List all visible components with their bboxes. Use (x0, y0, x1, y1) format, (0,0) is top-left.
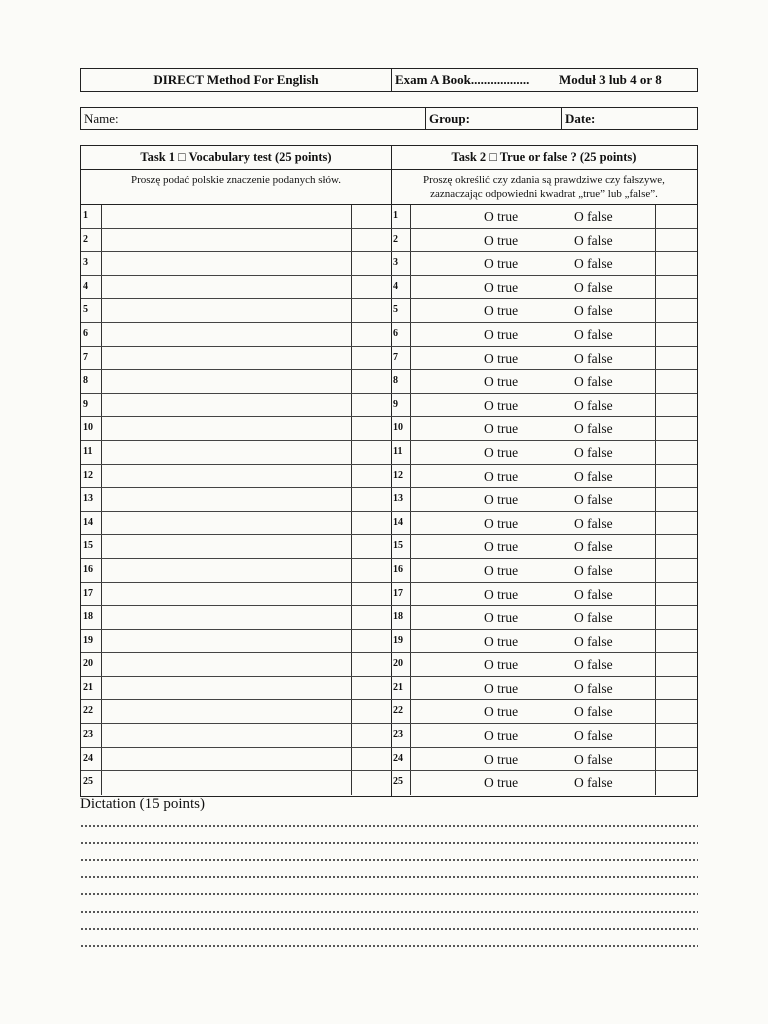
translation-answer-field[interactable] (102, 394, 350, 417)
translation-answer-field[interactable] (102, 347, 350, 370)
false-option[interactable]: O false (574, 751, 613, 767)
dictation-line[interactable] (80, 842, 698, 844)
dictation-line[interactable] (80, 859, 698, 861)
false-option[interactable]: O false (574, 515, 613, 531)
row-number: 2 (83, 233, 88, 245)
points-cell[interactable] (656, 229, 696, 252)
row-number: 3 (83, 257, 88, 269)
dictation-line[interactable] (80, 893, 698, 895)
true-option[interactable]: O true (484, 680, 519, 696)
row-number: 16 (83, 563, 93, 575)
table-row (81, 323, 391, 347)
date-field[interactable]: Date: (565, 111, 596, 126)
row-number: 25 (83, 776, 93, 788)
divider (410, 748, 411, 771)
row-number: 6 (393, 327, 398, 339)
table-row (391, 583, 697, 607)
dictation-line[interactable] (80, 928, 698, 930)
true-option[interactable]: O true (484, 586, 519, 602)
table-row (391, 677, 697, 701)
row-number: 21 (393, 681, 403, 693)
row-number: 13 (83, 493, 93, 505)
points-cell[interactable] (656, 323, 696, 346)
points-cell[interactable] (352, 205, 390, 228)
table-row (81, 205, 391, 229)
points-cell[interactable] (352, 677, 390, 700)
translation-answer-field[interactable] (102, 677, 350, 700)
task1-title: Task 1 □ Vocabulary test (25 points) (81, 146, 391, 170)
points-cell[interactable] (656, 465, 696, 488)
points-cell[interactable] (656, 252, 696, 275)
table-row (81, 488, 391, 512)
points-cell[interactable] (656, 606, 696, 629)
points-cell[interactable] (656, 771, 696, 795)
divider (410, 370, 411, 393)
dictation-line[interactable] (80, 911, 698, 913)
true-option[interactable]: O true (484, 775, 519, 791)
table-row (81, 583, 391, 607)
row-number: 17 (83, 587, 93, 599)
true-option[interactable]: O true (484, 633, 519, 649)
points-cell[interactable] (352, 630, 390, 653)
row-number: 10 (83, 422, 93, 434)
row-number: 1 (393, 210, 398, 221)
points-cell[interactable] (352, 771, 390, 795)
divider (410, 583, 411, 606)
divider (410, 465, 411, 488)
table-row (391, 559, 697, 583)
row-number: 24 (393, 752, 403, 764)
translation-answer-field[interactable] (102, 252, 350, 275)
table-row (81, 724, 391, 748)
true-option[interactable]: O true (484, 610, 519, 626)
table-row (391, 630, 697, 654)
true-option[interactable]: O true (484, 279, 519, 295)
false-option[interactable]: O false (574, 209, 613, 224)
points-cell[interactable] (656, 441, 696, 464)
points-cell[interactable] (656, 583, 696, 606)
row-number: 1 (83, 210, 88, 221)
true-option[interactable]: O true (484, 303, 519, 319)
false-option[interactable]: O false (574, 468, 613, 484)
table-row (391, 700, 697, 724)
row-number: 20 (83, 658, 93, 670)
false-option[interactable]: O false (574, 586, 613, 602)
row-number: 22 (393, 705, 403, 717)
task2-instruction-line1: Proszę określić czy zdania są prawdziwe czy fałszywe, (423, 174, 665, 186)
exam-header (80, 68, 698, 92)
table-row (391, 299, 697, 323)
divider (410, 653, 411, 676)
false-option[interactable]: O false (574, 633, 613, 649)
row-number: 17 (393, 587, 403, 599)
group-field[interactable]: Group: (429, 111, 470, 126)
divider (410, 630, 411, 653)
translation-answer-field[interactable] (102, 653, 350, 676)
divider (410, 488, 411, 511)
points-cell[interactable] (656, 559, 696, 582)
divider (410, 276, 411, 299)
row-number: 5 (393, 304, 398, 316)
table-row (81, 370, 391, 394)
dictation-line[interactable] (80, 825, 698, 827)
table-row (81, 229, 391, 253)
row-number: 4 (83, 280, 88, 292)
true-option[interactable]: O true (484, 515, 519, 531)
false-option[interactable]: O false (574, 492, 613, 508)
true-option[interactable]: O true (484, 657, 519, 673)
false-option[interactable]: O false (574, 610, 613, 626)
true-option[interactable]: O true (484, 397, 519, 413)
true-option[interactable]: O true (484, 421, 519, 437)
points-cell[interactable] (656, 394, 696, 417)
row-number: 19 (83, 634, 93, 646)
translation-answer-field[interactable] (102, 512, 350, 535)
true-option[interactable]: O true (484, 562, 519, 578)
divider (410, 205, 411, 228)
task2-column (391, 146, 697, 796)
true-option[interactable]: O true (484, 232, 519, 248)
false-option[interactable]: O false (574, 562, 613, 578)
task2-rows (391, 205, 697, 795)
points-cell[interactable] (352, 606, 390, 629)
points-cell[interactable] (352, 488, 390, 511)
row-number: 7 (393, 351, 398, 363)
table-row (391, 323, 697, 347)
translation-answer-field[interactable] (102, 370, 350, 393)
row-number: 24 (83, 752, 93, 764)
table-row (391, 370, 697, 394)
table-row (81, 559, 391, 583)
points-cell[interactable] (352, 700, 390, 723)
false-option[interactable]: O false (574, 775, 613, 791)
row-number: 13 (393, 493, 403, 505)
true-option[interactable]: O true (484, 350, 519, 366)
points-cell[interactable] (656, 299, 696, 322)
false-option[interactable]: O false (574, 704, 613, 720)
points-cell[interactable] (656, 205, 696, 228)
row-number: 18 (393, 611, 403, 623)
true-option[interactable]: O true (484, 468, 519, 484)
row-number: 22 (83, 705, 93, 717)
divider (410, 677, 411, 700)
false-option[interactable]: O false (574, 728, 613, 744)
table-row (391, 606, 697, 630)
table-row (81, 347, 391, 371)
points-cell[interactable] (352, 417, 390, 440)
table-row (81, 417, 391, 441)
row-number: 11 (83, 445, 93, 457)
divider (410, 559, 411, 582)
points-cell[interactable] (352, 653, 390, 676)
points-cell[interactable] (656, 488, 696, 511)
row-number: 23 (393, 729, 403, 741)
row-number: 15 (83, 540, 93, 552)
points-cell[interactable] (352, 748, 390, 771)
row-number: 3 (393, 257, 398, 269)
table-row (81, 771, 391, 795)
points-cell[interactable] (656, 677, 696, 700)
false-option[interactable]: O false (574, 303, 613, 319)
false-option[interactable]: O false (574, 374, 613, 390)
table-row (81, 276, 391, 300)
table-row (81, 748, 391, 772)
divider (410, 512, 411, 535)
points-cell[interactable] (352, 583, 390, 606)
row-number: 12 (393, 469, 403, 481)
true-option[interactable]: O true (484, 444, 519, 460)
table-row (81, 535, 391, 559)
divider (410, 771, 411, 795)
divider (410, 347, 411, 370)
points-cell[interactable] (656, 700, 696, 723)
points-cell[interactable] (352, 276, 390, 299)
false-option[interactable]: O false (574, 421, 613, 437)
table-row (81, 299, 391, 323)
table-row (391, 441, 697, 465)
row-number: 9 (393, 398, 398, 410)
divider (410, 229, 411, 252)
student-info-row (80, 107, 698, 130)
points-cell[interactable] (352, 394, 390, 417)
points-cell[interactable] (352, 252, 390, 275)
false-option[interactable]: O false (574, 444, 613, 460)
true-option[interactable]: O true (484, 704, 519, 720)
true-option[interactable]: O true (484, 492, 519, 508)
translation-answer-field[interactable] (102, 417, 350, 440)
divider (391, 69, 392, 91)
exam-book-label: Exam A Book.................. (395, 72, 530, 87)
table-row (391, 771, 697, 795)
divider (561, 108, 562, 129)
translation-answer-field[interactable] (102, 465, 350, 488)
row-number: 20 (393, 658, 403, 670)
points-cell[interactable] (352, 441, 390, 464)
false-option[interactable]: O false (574, 232, 613, 248)
table-row (81, 630, 391, 654)
table-row (391, 205, 697, 229)
row-number: 19 (393, 634, 403, 646)
true-option[interactable]: O true (484, 751, 519, 767)
table-row (81, 465, 391, 489)
points-cell[interactable] (352, 512, 390, 535)
points-cell[interactable] (352, 535, 390, 558)
task2-instruction-line2: zaznaczając odpowiedni kwadrat „true” lub „false”. (430, 188, 658, 200)
divider (410, 441, 411, 464)
true-option[interactable]: O true (484, 256, 519, 272)
translation-answer-field[interactable] (102, 583, 350, 606)
divider (410, 535, 411, 558)
row-number: 5 (83, 304, 88, 316)
module-label: Moduł 3 lub 4 or 8 (559, 72, 662, 87)
row-number: 18 (83, 611, 93, 623)
table-row (391, 512, 697, 536)
table-row (81, 441, 391, 465)
row-number: 10 (393, 422, 403, 434)
row-number: 21 (83, 681, 93, 693)
translation-answer-field[interactable] (102, 559, 350, 582)
row-number: 2 (393, 233, 398, 245)
table-row (391, 535, 697, 559)
true-option[interactable]: O true (484, 728, 519, 744)
table-row (391, 465, 697, 489)
true-option[interactable]: O true (484, 209, 519, 224)
divider (410, 606, 411, 629)
false-option[interactable]: O false (574, 680, 613, 696)
row-number: 11 (393, 445, 403, 457)
translation-answer-field[interactable] (102, 441, 350, 464)
table-row (391, 394, 697, 418)
translation-answer-field[interactable] (102, 630, 350, 653)
table-row (391, 417, 697, 441)
table-row (81, 606, 391, 630)
points-cell[interactable] (352, 465, 390, 488)
course-title: DIRECT Method For English (153, 72, 319, 87)
true-option[interactable]: O true (484, 539, 519, 555)
translation-answer-field[interactable] (102, 724, 350, 747)
points-cell[interactable] (656, 535, 696, 558)
table-row (391, 724, 697, 748)
points-cell[interactable] (352, 347, 390, 370)
row-number: 15 (393, 540, 403, 552)
false-option[interactable]: O false (574, 279, 613, 295)
task2-title: Task 2 □ True or false ? (25 points) (391, 146, 697, 170)
table-row (81, 252, 391, 276)
points-cell[interactable] (656, 347, 696, 370)
row-number: 12 (83, 469, 93, 481)
points-cell[interactable] (352, 559, 390, 582)
translation-answer-field[interactable] (102, 323, 350, 346)
points-cell[interactable] (656, 748, 696, 771)
task2-instruction (391, 170, 697, 205)
false-option[interactable]: O false (574, 539, 613, 555)
dictation-title: Dictation (15 points) (80, 796, 205, 812)
task1-instruction: Proszę podać polskie znaczenie podanych słów. (81, 170, 391, 205)
points-cell[interactable] (352, 323, 390, 346)
divider (410, 700, 411, 723)
translation-answer-field[interactable] (102, 205, 350, 228)
table-row (81, 677, 391, 701)
translation-answer-field[interactable] (102, 748, 350, 771)
table-row (391, 347, 697, 371)
points-cell[interactable] (352, 299, 390, 322)
translation-answer-field[interactable] (102, 229, 350, 252)
table-row (391, 653, 697, 677)
task1-rows (81, 205, 391, 795)
table-row (81, 700, 391, 724)
task1-column (81, 146, 392, 796)
false-option[interactable]: O false (574, 256, 613, 272)
false-option[interactable]: O false (574, 657, 613, 673)
translation-answer-field[interactable] (102, 535, 350, 558)
false-option[interactable]: O false (574, 350, 613, 366)
divider (410, 252, 411, 275)
points-cell[interactable] (656, 653, 696, 676)
points-cell[interactable] (656, 724, 696, 747)
row-number: 25 (393, 776, 403, 788)
row-number: 9 (83, 398, 88, 410)
translation-answer-field[interactable] (102, 606, 350, 629)
divider (410, 323, 411, 346)
row-number: 6 (83, 327, 88, 339)
row-number: 7 (83, 351, 88, 363)
false-option[interactable]: O false (574, 326, 613, 342)
translation-answer-field[interactable] (102, 700, 350, 723)
dictation-line[interactable] (80, 876, 698, 878)
table-row (391, 488, 697, 512)
table-row (391, 252, 697, 276)
false-option[interactable]: O false (574, 397, 613, 413)
points-cell[interactable] (656, 630, 696, 653)
row-number: 8 (83, 375, 88, 387)
points-cell[interactable] (656, 276, 696, 299)
divider (410, 299, 411, 322)
points-cell[interactable] (352, 229, 390, 252)
table-row (81, 394, 391, 418)
translation-answer-field[interactable] (102, 771, 350, 795)
translation-answer-field[interactable] (102, 488, 350, 511)
points-cell[interactable] (656, 370, 696, 393)
points-cell[interactable] (656, 512, 696, 535)
divider (410, 394, 411, 417)
row-number: 16 (393, 563, 403, 575)
row-number: 14 (393, 516, 403, 528)
divider (410, 417, 411, 440)
row-number: 8 (393, 375, 398, 387)
true-option[interactable]: O true (484, 374, 519, 390)
divider (425, 108, 426, 129)
points-cell[interactable] (352, 370, 390, 393)
table-row (81, 653, 391, 677)
table-row (391, 748, 697, 772)
translation-answer-field[interactable] (102, 299, 350, 322)
table-row (81, 512, 391, 536)
true-option[interactable]: O true (484, 326, 519, 342)
translation-answer-field[interactable] (102, 276, 350, 299)
row-number: 14 (83, 516, 93, 528)
name-field[interactable]: Name: (84, 111, 119, 126)
points-cell[interactable] (656, 417, 696, 440)
row-number: 23 (83, 729, 93, 741)
table-row (391, 276, 697, 300)
divider (410, 724, 411, 747)
points-cell[interactable] (352, 724, 390, 747)
dictation-line[interactable] (80, 945, 698, 947)
tasks-table (80, 145, 698, 797)
row-number: 4 (393, 280, 398, 292)
table-row (391, 229, 697, 253)
